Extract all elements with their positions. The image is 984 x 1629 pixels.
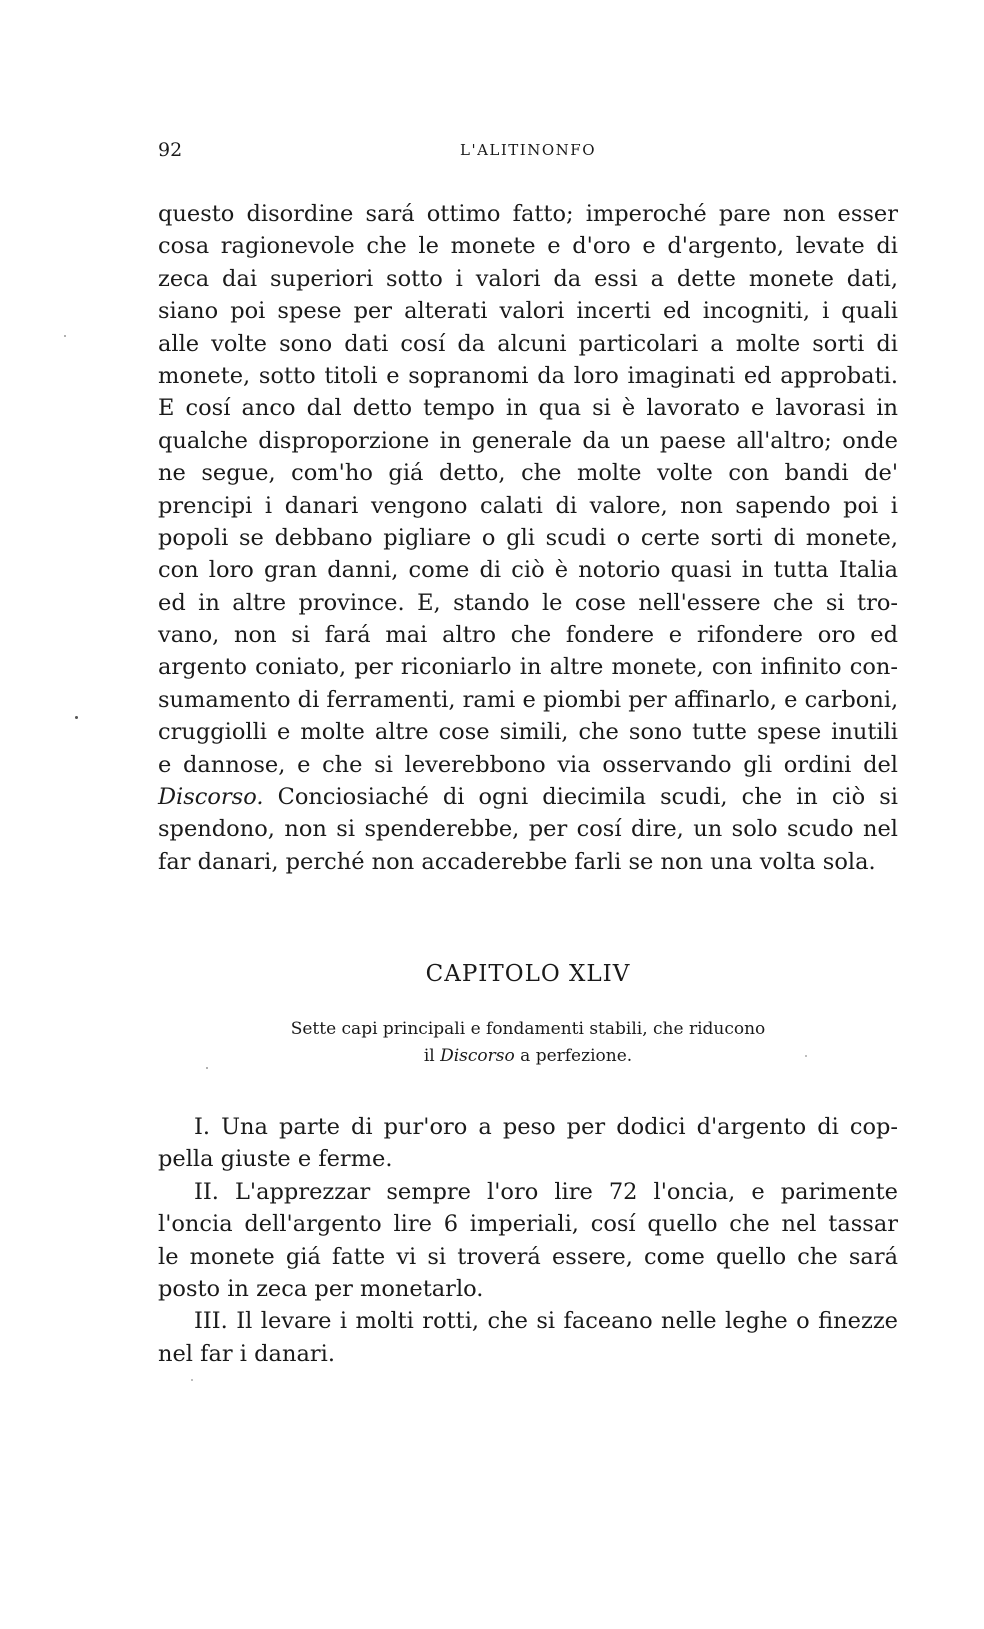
scan-speck bbox=[75, 716, 78, 719]
text-run: a perfezione. bbox=[514, 1046, 633, 1066]
text-line: pella giuste e ferme. bbox=[158, 1146, 393, 1173]
text-line: II. L'apprezzar sempre l'oro lire 72 l'oncia, e parimente bbox=[194, 1178, 898, 1205]
text-line: E cosí anco dal detto tempo in qua si è lavorato e lavorasi in bbox=[158, 395, 898, 422]
scan-speck bbox=[206, 1067, 208, 1069]
text-line: l'oncia dell'argento lire 6 imperiali, cosí quello che nel tassar bbox=[158, 1211, 898, 1238]
text-line: I. Una parte di pur'oro a peso per dodici d'argento di cop- bbox=[194, 1114, 898, 1140]
text-line: prencipi i danari vengono calati di valore, non sapendo poi i bbox=[158, 492, 898, 519]
text-line: ed in altre province. E, stando le cose nell'essere che si tro- bbox=[158, 589, 898, 616]
text-line: nel far i danari. bbox=[158, 1340, 335, 1367]
chapter-title: CAPITOLO XLIV bbox=[425, 961, 631, 987]
list-item bbox=[158, 1305, 898, 1370]
text-line: questo disordine sará ottimo fatto; imperoché pare non esser bbox=[158, 201, 898, 227]
text-line: cosa ragionevole che le monete e d'oro e d'argento, levate di bbox=[158, 233, 898, 260]
text-line: spendono, non si spenderebbe, per cosí dire, un solo scudo nel bbox=[158, 816, 898, 843]
text-line: siano poi spese per alterati valori incerti ed incogniti, i quali bbox=[158, 298, 898, 325]
italic-title: Discorso. bbox=[158, 784, 264, 811]
text-line: ne segue, com'ho giá detto, che molte volte con bandi de' bbox=[158, 460, 898, 487]
principles-list bbox=[158, 1111, 898, 1370]
text-line bbox=[158, 781, 898, 813]
page-number: 92 bbox=[158, 139, 183, 161]
text-line: e dannose, e che si leverebbono via osservando gli ordini del bbox=[158, 751, 898, 778]
chapter-subtitle bbox=[158, 1016, 898, 1070]
text-run: il bbox=[423, 1046, 441, 1066]
italic-title: Discorso bbox=[440, 1046, 515, 1066]
text-line: vano, non si fará mai altro che fondere e rifondere oro ed bbox=[158, 622, 898, 649]
subtitle-line: Sette capi principali e fondamenti stabili, che riducono bbox=[290, 1019, 766, 1039]
subtitle-line bbox=[158, 1043, 898, 1070]
text-line: III. Il levare i molti rotti, che si faceano nelle leghe o finezze bbox=[194, 1308, 898, 1335]
text-line: far danari, perché non accaderebbe farli se non una volta sola. bbox=[158, 848, 876, 875]
text-line: le monete giá fatte vi si troverá essere, come quello che sará bbox=[158, 1243, 898, 1270]
list-item bbox=[158, 1176, 898, 1306]
text-line: monete, sotto titoli e sopranomi da loro imaginati ed approbati. bbox=[158, 362, 898, 389]
text-line: posto in zeca per monetarlo. bbox=[158, 1275, 484, 1302]
text-line: zeca dai superiori sotto i valori da essi a dette monete dati, bbox=[158, 265, 898, 292]
paragraph bbox=[158, 198, 898, 878]
text-line: popoli se debbano pigliare o gli scudi o certe sorti di monete, bbox=[158, 524, 898, 551]
text-line: sumamento di ferramenti, rami e piombi per affinarlo, e carboni, bbox=[158, 686, 899, 713]
text-line: qualche disproporzione in generale da un paese all'altro; onde bbox=[158, 427, 898, 454]
text-line: alle volte sono dati cosí da alcuni particolari a molte sorti di bbox=[158, 330, 898, 357]
running-head bbox=[158, 139, 898, 169]
text-run: Conciosiaché di ogni diecimila scudi, che in ciò si bbox=[263, 784, 898, 811]
scan-speck bbox=[64, 335, 66, 337]
text-line: cruggiolli e molte altre cose simili, che sono tutte spese inutili bbox=[158, 719, 898, 746]
scan-speck bbox=[805, 1055, 807, 1057]
list-item bbox=[158, 1111, 898, 1176]
running-title: L'ALITINONFO bbox=[460, 141, 596, 159]
text-line: con loro gran danni, come di ciò è notorio quasi in tutta Italia bbox=[158, 557, 898, 584]
scan-speck bbox=[191, 1379, 193, 1381]
text-line: argento coniato, per riconiarlo in altre monete, con infinito con- bbox=[158, 654, 898, 681]
